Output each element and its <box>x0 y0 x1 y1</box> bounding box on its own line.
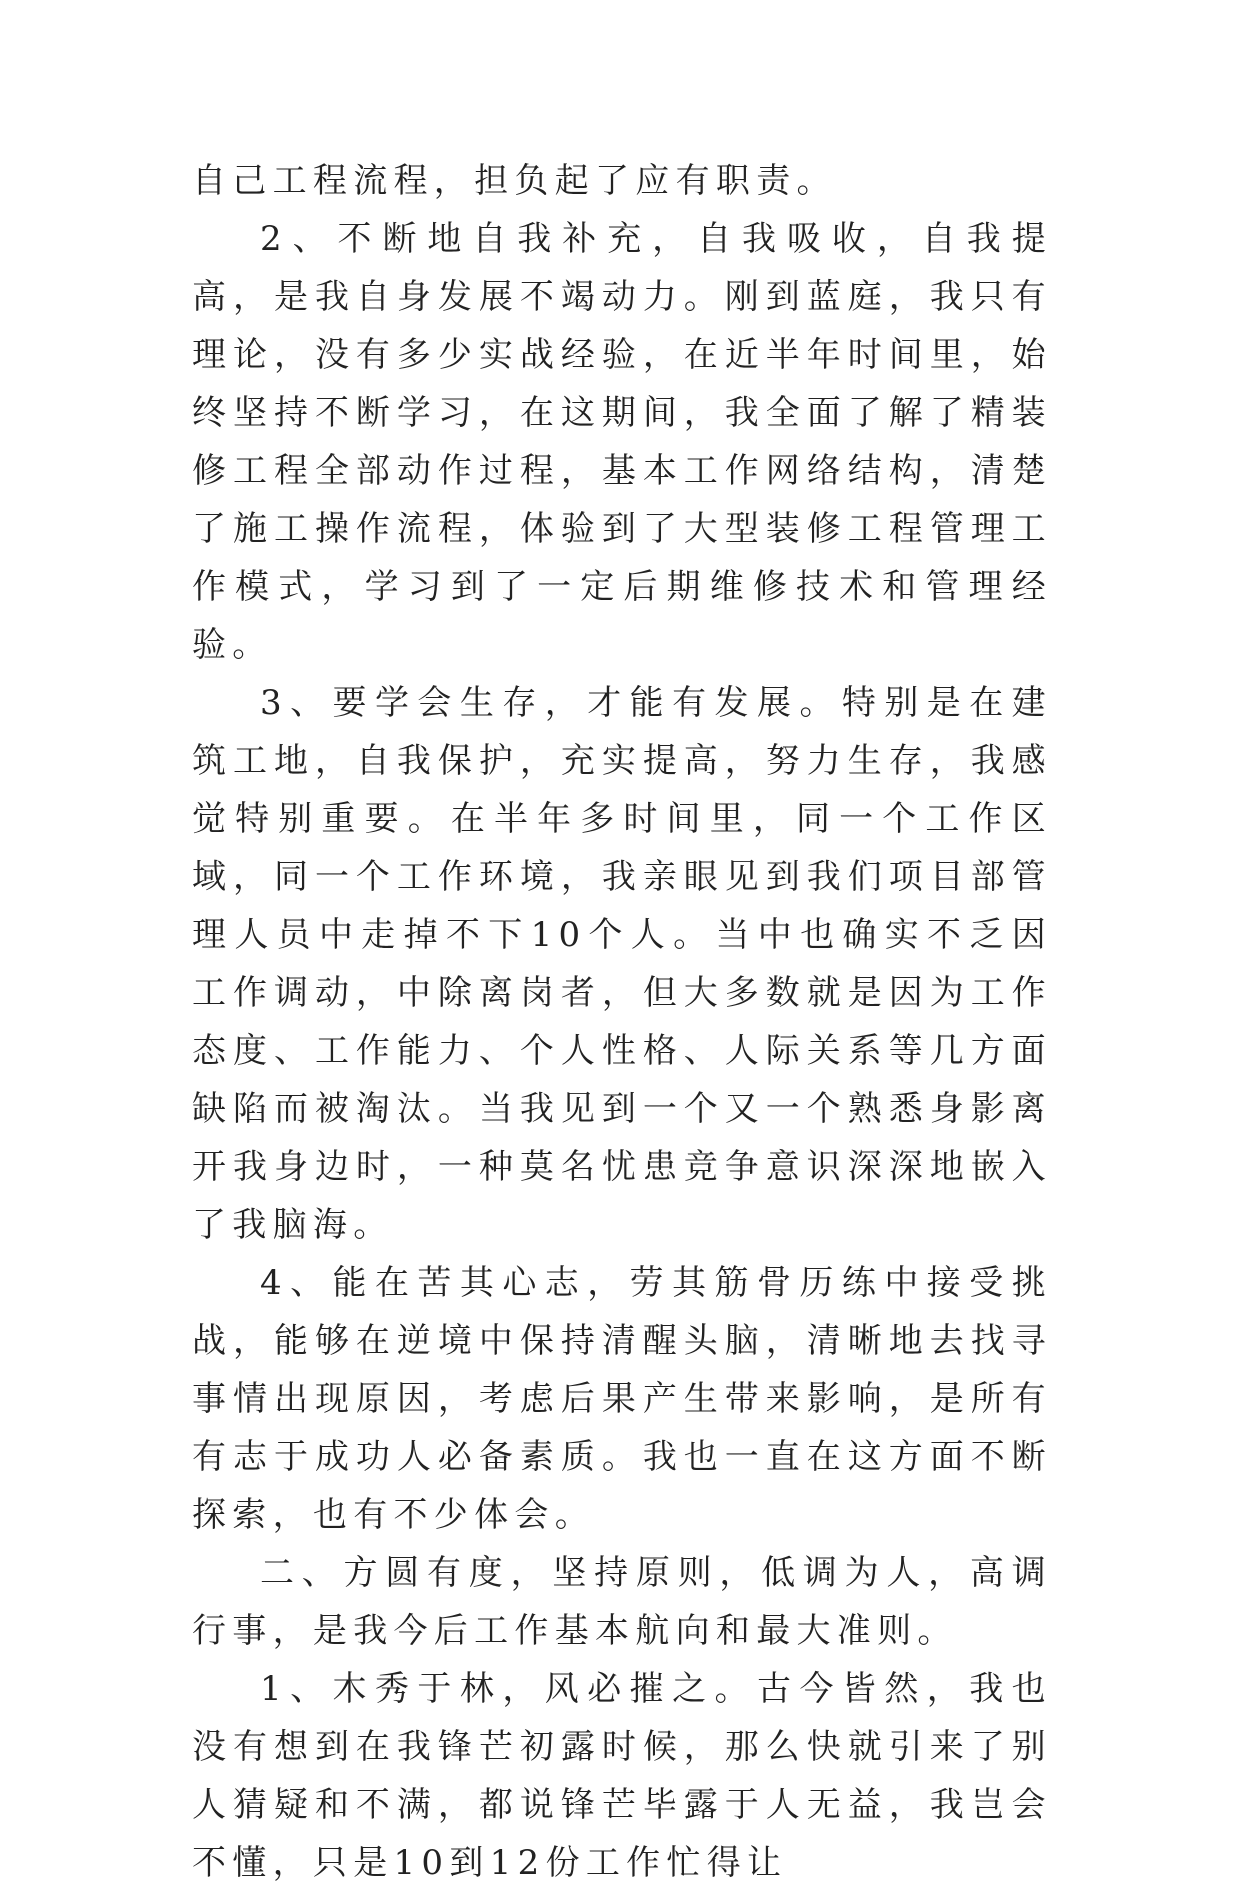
paragraph-point-2: 2、不断地自我补充，自我吸收，自我提高，是我自身发展不竭动力。刚到蓝庭，我只有理论，没有多少实战经验，在近半年时间里，始终坚持不断学习，在这期间，我全面了解了精装修工程全部动作过程，基本工作网络结构，清楚了施工操作流程，体验到了大型装修工程管理工作模式，学习到了一定后期维修技术和管理经验。 <box>192 219 1052 665</box>
section-heading-2: 二、方圆有度，坚持原则，低调为人，高调行事，是我今后工作基本航向和最大准则。 <box>192 1553 1052 1651</box>
paragraph-point-3: 3、要学会生存，才能有发展。特别是在建筑工地，自我保护，充实提高，努力生存，我感觉特别重要。在半年多时间里，同一个工作区域，同一个工作环境，我亲眼见到我们项目部管理人员中走掉不下10个人。当中也确实不乏因工作调动，中除离岗者，但大多数就是因为工作态度、工作能力、个人性格、人际关系等几方面缺陷而被淘汰。当我见到一个又一个熟悉身影离开我身边时，一种莫名忧患竞争意识深深地嵌入了我脑海。 <box>192 683 1052 1245</box>
paragraph-section-2-point-1: 1、木秀于林，风必摧之。古今皆然，我也没有想到在我锋芒初露时候，那么快就引来了别人猜疑和不满，都说锋芒毕露于人无益，我岂会不懂，只是10到12份工作忙得让 <box>192 1669 1052 1883</box>
document-body <box>192 152 1052 1892</box>
paragraph-point-4: 4、能在苦其心志，劳其筋骨历练中接受挑战，能够在逆境中保持清醒头脑，清晰地去找寻事情出现原因，考虑后果产生带来影响，是所有有志于成功人必备素质。我也一直在这方面不断探索，也有不少体会。 <box>192 1263 1052 1535</box>
paragraph-continuation: 自己工程流程，担负起了应有职责。 <box>192 161 837 201</box>
